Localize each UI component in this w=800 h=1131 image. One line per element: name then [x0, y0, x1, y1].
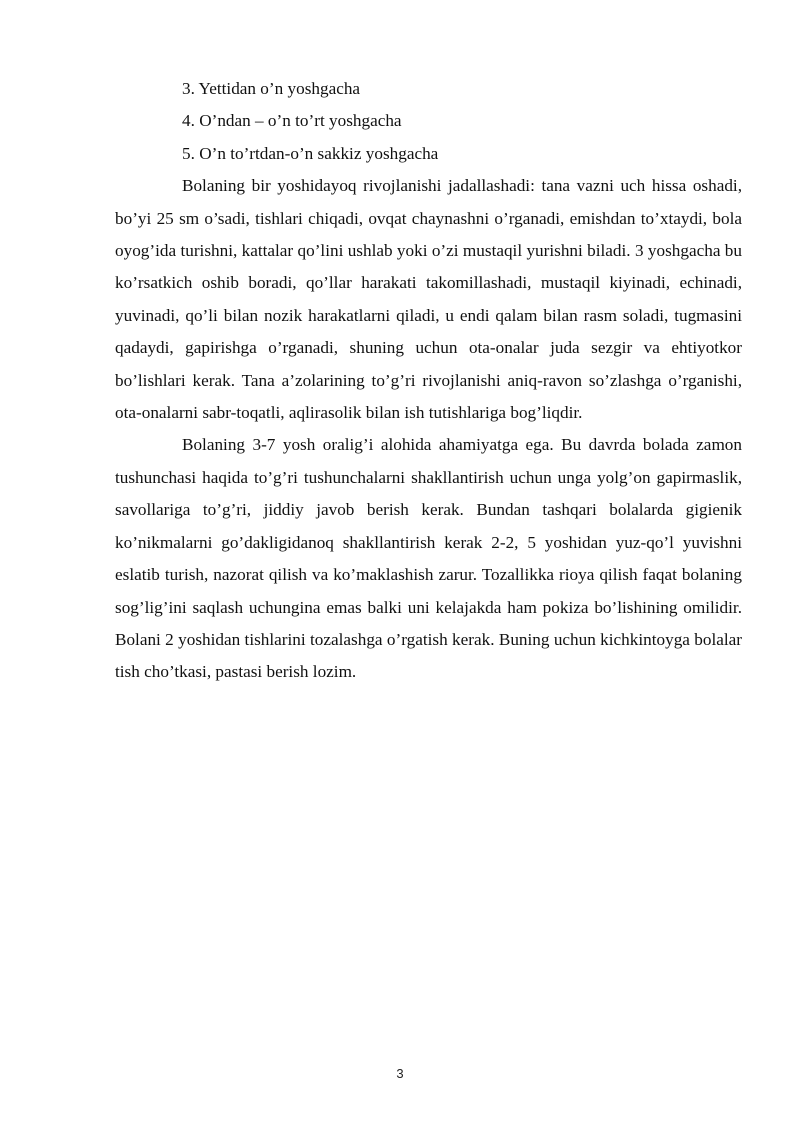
- paragraph-first-year-development: Bolaning bir yoshidayoq rivojlanishi jadallashadi: tana vazni uch hissa oshadi, bo’yi 25 sm o’sadi, tishlari chiqadi, ovqat chaynashni o’rganadi, emishdan to’xtaydi, bola oyog’ida turishni, kattalar qo’lini ushlab yoki o’zi mustaqil yurishni biladi. 3 yoshgacha bu ko’rsatkich oshib boradi, qo’llar harakati takomillashadi, mustaqil kiyinadi, echinadi, yuvinadi, qo’li bilan nozik harakatlarni qiladi, u endi qalam bilan rasm soladi, tugmasini qadaydi, gapirishga o’rganadi, shuning uchun ota-onalar juda sezgir va ehtiyotkor bo’lishlari kerak. Tana a’zolarining to’g’ri rivojlanishi aniq-ravon so’zlashga o’rganishi, ota-onalarni sabr-toqatli, aqlirasolik bilan ish tutishlariga bog’liqdir.: [115, 176, 742, 423]
- paragraph-ages-3-7: Bolaning 3-7 yosh oralig’i alohida ahamiyatga ega. Bu davrda bolada zamon tushunchasi haqida to’g’ri tushunchalarni shakllantirish uchun unga yolg’on gapirmaslik, savollariga to’g’ri, jiddiy javob berish kerak. Bundan tashqari bolalarda gigienik ko’nikmalarni go’dakligidanoq shakllantirish kerak 2-2, 5 yoshidan yuz-qo’l yuvishni eslatib turish, nazorat qilish va ko’maklashish zarur. Tozallikka rioya qilish faqat bolaning sog’lig’ini saqlash uchungina emas balki uni kelajakda ham pokiza bo’lishining omilidir. Bolani 2 yoshidan tishlarini tozalashga o’rgatish kerak. Buning uchun kichkintoyga bolalar tish cho’tkasi, pastasi berish lozim.: [115, 435, 742, 682]
- page-body: [115, 73, 742, 689]
- page-number: 3: [396, 1066, 404, 1081]
- list-item-age-range-5: 5. O’n to’rtdan-o’n sakkiz yoshgacha: [182, 143, 439, 163]
- list-item-age-range-4: 4. O’ndan – o’n to’rt yoshgacha: [182, 111, 402, 131]
- list-item-age-range-3: 3. Yettidan o’n yoshgacha: [182, 79, 361, 98]
